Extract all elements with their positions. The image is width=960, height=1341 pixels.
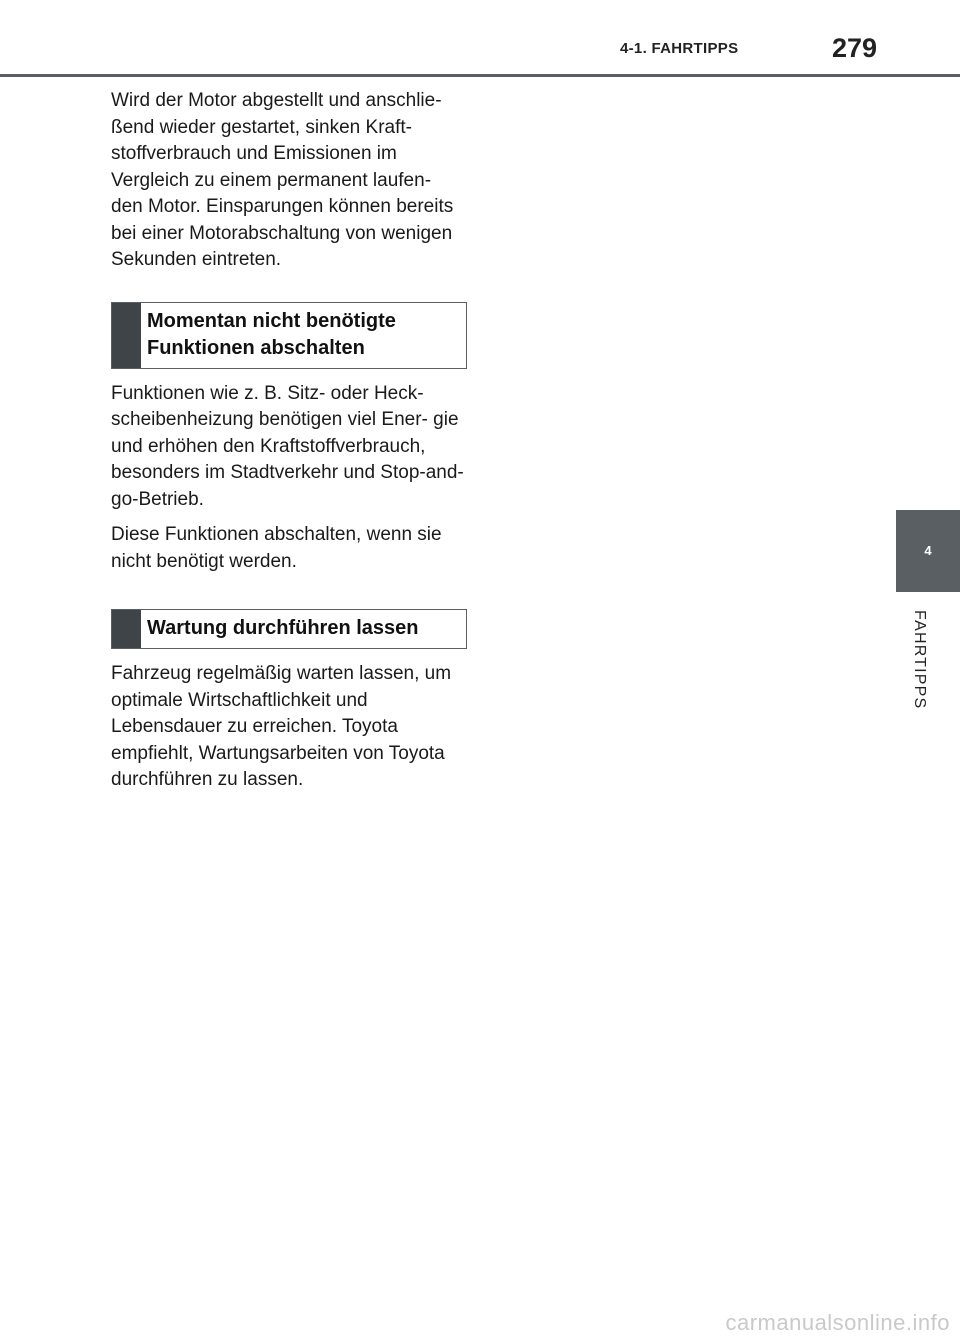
- header-rule: [0, 74, 960, 77]
- chapter-tab: 4: [896, 510, 960, 592]
- section1-paragraph-1: Funktionen wie z. B. Sitz- oder Heck- scheibenheizung benötigen viel Ener- gie und erhöhen den Kraftstoffverbrauch, besonders im Stadtverkehr und Stop-and-go-Betrieb.: [111, 382, 464, 510]
- watermark-text: carmanualsonline.info: [725, 1310, 950, 1335]
- heading-marker-bar: [112, 303, 141, 368]
- header-section-title: 4-1. FAHRTIPPS: [620, 40, 739, 57]
- chapter-side-label: FAHRTIPPS: [911, 610, 928, 710]
- section-heading-text: Wartung durchführen lassen: [147, 617, 419, 639]
- section-heading-functions: [111, 302, 467, 369]
- section-heading-text: Momentan nicht benötigte Funktionen abschalten: [147, 309, 396, 359]
- main-content: [111, 88, 467, 794]
- section2-paragraph-1: Fahrzeug regelmäßig warten lassen, um optimale Wirtschaftlichkeit und Lebensdauer zu erreichen. Toyota empfiehlt, Wartungsarbeiten von Toyota durchführen zu lassen.: [111, 663, 452, 790]
- page-number: 279: [832, 33, 878, 63]
- section1-paragraph-2: Diese Funktionen abschalten, wenn sie nicht benötigt werden.: [111, 524, 442, 572]
- heading-marker-bar: [112, 610, 141, 648]
- section-heading-maintenance: [111, 609, 467, 649]
- intro-paragraph: Wird der Motor abgestellt und anschlie- ßend wieder gestartet, sinken Kraft- stoffverbrauch und Emissionen im Vergleich zu einem permanent laufen- den Motor. Einsparungen können bereits bei einer Motorabschaltung von wenigen Sekunden eintreten.: [111, 90, 454, 270]
